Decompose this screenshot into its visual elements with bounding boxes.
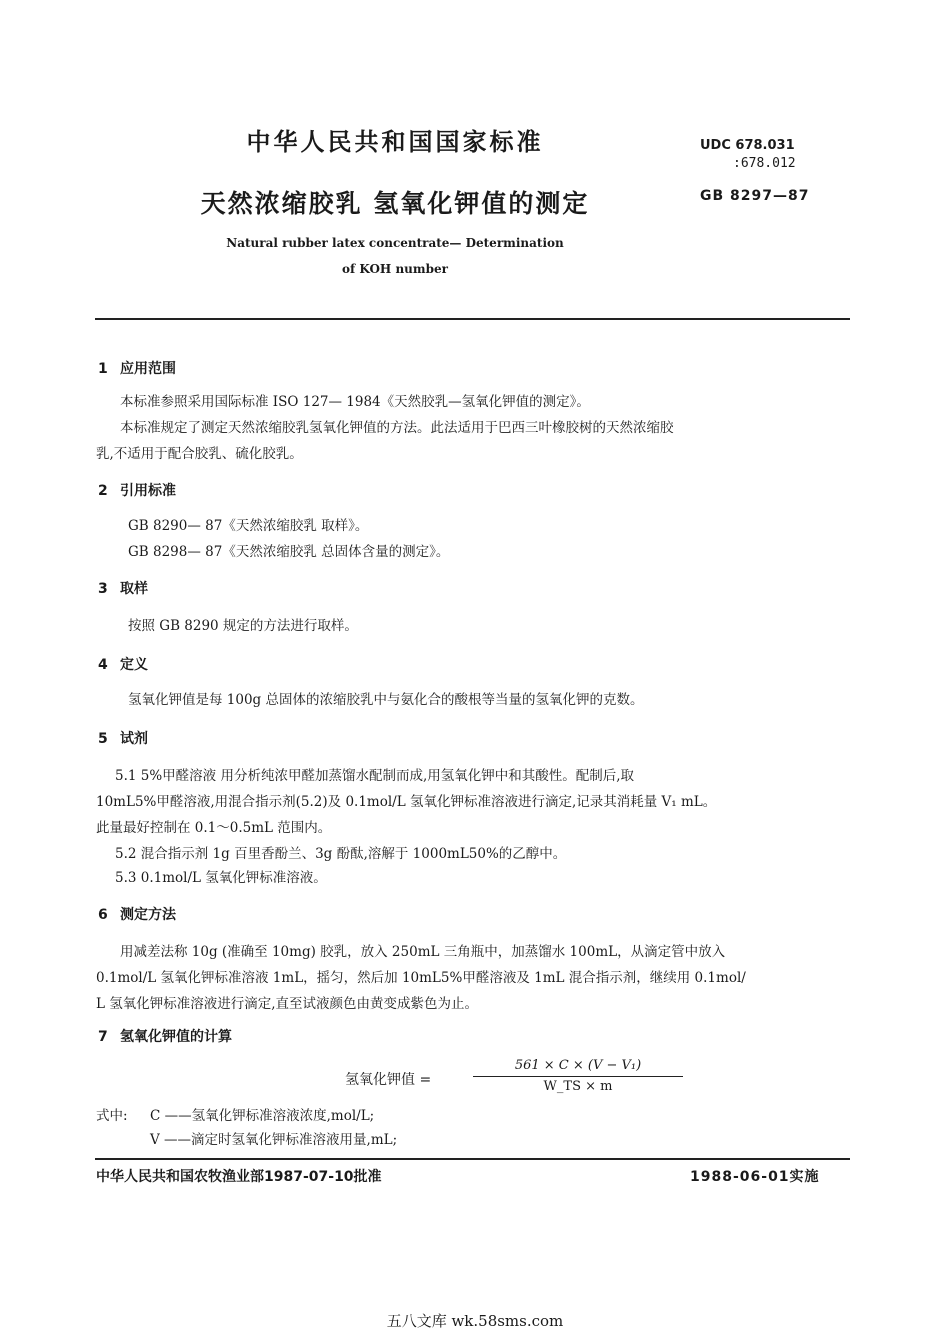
section-heading-4 bbox=[98, 654, 148, 674]
english-title-line2: of KOH number bbox=[342, 262, 448, 276]
section-number: 4 bbox=[98, 657, 108, 673]
section-number: 1 bbox=[98, 361, 108, 377]
section-title: 氢氧化钾值的计算 bbox=[120, 1029, 232, 1045]
section-number: 5 bbox=[98, 731, 108, 747]
section-number: 2 bbox=[98, 483, 108, 499]
footer-divider bbox=[95, 1158, 850, 1160]
section-number: 6 bbox=[98, 907, 108, 923]
formula-denominator: W_TS × m bbox=[543, 1079, 613, 1094]
paragraph: 0.1mol/L 氢氧化钾标准溶液 1mL，摇匀，然后加 10mL5%甲醛溶液及 1mL 混合指示剂，继续用 0.1mol/ bbox=[96, 970, 746, 986]
section-heading-1 bbox=[98, 358, 176, 378]
header-divider bbox=[95, 318, 850, 320]
formula-fraction bbox=[473, 1058, 683, 1094]
section-title: 引用标准 bbox=[120, 483, 176, 499]
reference-item: GB 8298— 87《天然浓缩胶乳 总固体含量的测定》。 bbox=[128, 544, 450, 560]
reference-item: GB 8290— 87《天然浓缩胶乳 取样》。 bbox=[128, 518, 369, 534]
section-heading-6 bbox=[98, 904, 176, 924]
paragraph: 按照 GB 8290 规定的方法进行取样。 bbox=[128, 618, 358, 634]
formula-numerator: 561 × C × (V − V₁) bbox=[514, 1058, 642, 1073]
section-title: 定义 bbox=[120, 657, 148, 673]
section-number: 7 bbox=[98, 1029, 108, 1045]
udc-code: UDC 678.031 bbox=[700, 138, 795, 153]
section-heading-2 bbox=[98, 480, 176, 500]
section-title: 取样 bbox=[120, 581, 148, 597]
paragraph: L 氢氧化钾标准溶液进行滴定,直至试液颜色由黄变成紫色为止。 bbox=[96, 996, 479, 1012]
clause-5-3: 5.3 0.1mol/L 氢氧化钾标准溶液。 bbox=[115, 870, 327, 886]
paragraph: 本标准规定了测定天然浓缩胶乳氢氧化钾值的方法。此法适用于巴西三叶橡胶树的天然浓缩胶 bbox=[120, 420, 674, 436]
udc-code-secondary: :678.012 bbox=[733, 156, 796, 171]
english-title-line1: Natural rubber latex concentrate— Determination bbox=[226, 236, 564, 250]
paragraph: 用减差法称 10g (准确至 10mg) 胶乳，放入 250mL 三角瓶中，加蒸馏水 100mL，从滴定管中放入 bbox=[120, 944, 726, 960]
document-title: 天然浓缩胶乳 氢氧化钾值的测定 bbox=[200, 189, 590, 218]
clause-5-1-cont: 此量最好控制在 0.1～0.5mL 范围内。 bbox=[96, 820, 332, 836]
clause-5-2: 5.2 混合指示剂 1g 百里香酚兰、3g 酚酞,溶解于 1000mL50%的乙醇中。 bbox=[115, 846, 567, 862]
gb-number: GB 8297—87 bbox=[700, 188, 810, 204]
watermark: 五八文库 wk.58sms.com bbox=[386, 1312, 564, 1330]
section-title: 测定方法 bbox=[120, 907, 176, 923]
section-title: 试剂 bbox=[120, 731, 148, 747]
variable-c: C ——氢氧化钾标准溶液浓度,mol/L; bbox=[150, 1108, 375, 1124]
effective-date: 1988-06-01实施 bbox=[690, 1169, 820, 1185]
clause-5-1: 5.1 5%甲醛溶液 用分析纯浓甲醛加蒸馏水配制而成,用氢氧化钾中和其酸性。配制后,取 bbox=[115, 768, 635, 784]
section-title: 应用范围 bbox=[120, 361, 176, 377]
section-heading-5 bbox=[98, 728, 148, 748]
section-number: 3 bbox=[98, 581, 108, 597]
paragraph: 乳,不适用于配合胶乳、硫化胶乳。 bbox=[96, 446, 303, 462]
formula-lhs: 氢氧化钾值 = bbox=[345, 1072, 432, 1088]
fraction-bar bbox=[473, 1076, 683, 1077]
paragraph: 本标准参照采用国际标准 ISO 127— 1984《天然胶乳—氢氧化钾值的测定》。 bbox=[120, 394, 590, 410]
approval-note: 中华人民共和国农牧渔业部1987-07-10批准 bbox=[96, 1169, 382, 1185]
paragraph: 氢氧化钾值是每 100g 总固体的浓缩胶乳中与氨化合的酸根等当量的氢氧化钾的克数。 bbox=[128, 692, 644, 708]
standard-title: 中华人民共和国国家标准 bbox=[246, 128, 544, 156]
variable-v: V ——滴定时氢氧化钾标准溶液用量,mL; bbox=[150, 1132, 398, 1148]
where-label: 式中: bbox=[96, 1108, 128, 1124]
section-heading-3 bbox=[98, 578, 148, 598]
section-heading-7 bbox=[98, 1026, 232, 1046]
clause-5-1-cont: 10mL5%甲醛溶液,用混合指示剂(5.2)及 0.1mol/L 氢氧化钾标准溶液进行滴定,记录其消耗量 V₁ mL。 bbox=[96, 794, 717, 810]
